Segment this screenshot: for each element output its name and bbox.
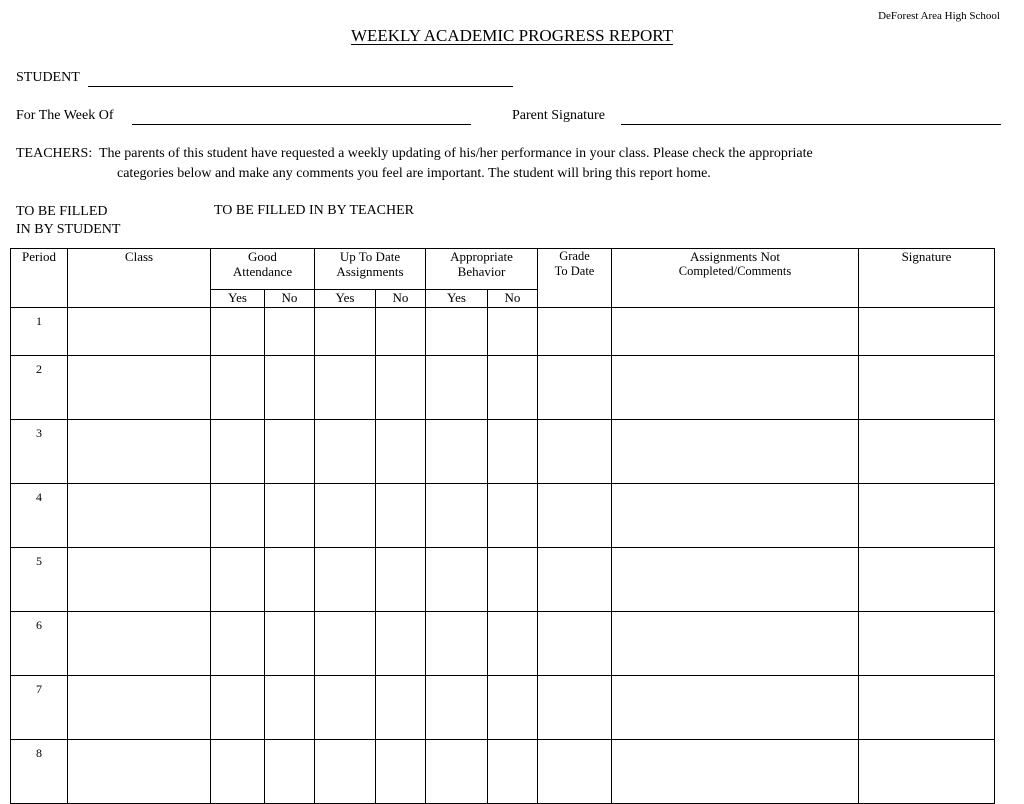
attendance-no-cell[interactable] [265, 612, 315, 676]
school-name: DeForest Area High School [878, 10, 1000, 22]
behavior-yes-cell[interactable] [426, 612, 488, 676]
attendance-no-cell[interactable] [265, 548, 315, 612]
table-header-row [11, 249, 995, 290]
signature-cell[interactable] [859, 676, 995, 740]
header-attendance-2: Attendance [232, 264, 293, 279]
student-fill-line1: TO BE FILLED [16, 204, 108, 219]
behavior-no-cell[interactable] [488, 548, 538, 612]
header-grade-1: Grade [559, 249, 590, 263]
assignments-no-cell[interactable] [376, 740, 426, 804]
assignments-no-cell[interactable] [376, 676, 426, 740]
attendance-no-cell[interactable] [265, 740, 315, 804]
behavior-no-cell[interactable] [488, 308, 538, 356]
grade-cell[interactable] [538, 420, 612, 484]
attendance-yes-label: Yes [211, 290, 265, 308]
grade-cell[interactable] [538, 612, 612, 676]
assignments-no-label: No [376, 290, 426, 308]
header-class: Class [68, 249, 211, 308]
header-assignments-2: Assignments [336, 264, 404, 279]
grade-cell[interactable] [538, 676, 612, 740]
report-title-text: WEEKLY ACADEMIC PROGRESS REPORT [350, 26, 674, 45]
attendance-yes-cell[interactable] [211, 548, 265, 612]
student-fill-section [16, 203, 176, 239]
comments-cell[interactable] [612, 420, 859, 484]
behavior-yes-cell[interactable] [426, 356, 488, 420]
attendance-yes-cell[interactable] [211, 740, 265, 804]
assignments-no-cell[interactable] [376, 484, 426, 548]
comments-cell[interactable] [612, 356, 859, 420]
behavior-yes-cell[interactable] [426, 484, 488, 548]
student-name-line[interactable] [88, 86, 513, 87]
header-attendance-1: Good [248, 249, 277, 264]
signature-cell[interactable] [859, 612, 995, 676]
behavior-no-cell[interactable] [488, 420, 538, 484]
week-label: For The Week Of [16, 108, 114, 123]
teachers-prefix: TEACHERS: [16, 146, 93, 161]
behavior-no-cell[interactable] [488, 676, 538, 740]
header-behavior-1: Appropriate [450, 249, 513, 264]
progress-table [10, 248, 995, 804]
assignments-yes-cell[interactable] [315, 612, 376, 676]
report-title [0, 26, 1024, 46]
attendance-yes-cell[interactable] [211, 484, 265, 548]
attendance-no-cell[interactable] [265, 356, 315, 420]
table-row [11, 740, 995, 804]
grade-cell[interactable] [538, 740, 612, 804]
instructions-text-1: The parents of this student have requested a weekly updating of his/her performance in your class. Please check the appropriate [98, 146, 813, 161]
header-grade [538, 249, 612, 308]
assignments-yes-cell[interactable] [315, 420, 376, 484]
table-row [11, 308, 995, 356]
header-signature: Signature [859, 249, 995, 308]
header-comments-2: Completed/Comments [678, 264, 792, 278]
signature-cell[interactable] [859, 484, 995, 548]
period-number: 5 [11, 548, 68, 612]
teacher-instructions-line1 [16, 146, 813, 162]
assignments-yes-cell[interactable] [315, 356, 376, 420]
header-grade-2: To Date [554, 264, 595, 278]
signature-cell[interactable] [859, 420, 995, 484]
attendance-yes-cell[interactable] [211, 676, 265, 740]
assignments-yes-cell[interactable] [315, 308, 376, 356]
period-number: 8 [11, 740, 68, 804]
behavior-yes-cell[interactable] [426, 740, 488, 804]
class-cell[interactable] [68, 612, 211, 676]
class-cell[interactable] [68, 548, 211, 612]
grade-cell[interactable] [538, 308, 612, 356]
table-row [11, 676, 995, 740]
comments-cell[interactable] [612, 308, 859, 356]
student-label: STUDENT [16, 70, 80, 85]
grade-cell[interactable] [538, 356, 612, 420]
class-cell[interactable] [68, 356, 211, 420]
header-assignments-1: Up To Date [339, 249, 401, 264]
header-assignments [315, 249, 426, 290]
behavior-yes-cell[interactable] [426, 548, 488, 612]
header-behavior [426, 249, 538, 290]
student-fill-line2: IN BY STUDENT [16, 222, 121, 237]
assignments-no-cell[interactable] [376, 356, 426, 420]
header-comments [612, 249, 859, 308]
assignments-yes-label: Yes [315, 290, 376, 308]
period-number: 7 [11, 676, 68, 740]
table-row [11, 548, 995, 612]
table-row [11, 484, 995, 548]
behavior-yes-cell[interactable] [426, 308, 488, 356]
class-cell[interactable] [68, 740, 211, 804]
table-row [11, 612, 995, 676]
attendance-yes-cell[interactable] [211, 420, 265, 484]
signature-cell[interactable] [859, 740, 995, 804]
behavior-no-cell[interactable] [488, 740, 538, 804]
attendance-yes-cell[interactable] [211, 308, 265, 356]
table-row [11, 356, 995, 420]
assignments-no-cell[interactable] [376, 548, 426, 612]
behavior-yes-cell[interactable] [426, 420, 488, 484]
attendance-no-cell[interactable] [265, 676, 315, 740]
comments-cell[interactable] [612, 484, 859, 548]
signature-cell[interactable] [859, 548, 995, 612]
behavior-yes-label: Yes [426, 290, 488, 308]
behavior-no-cell[interactable] [488, 356, 538, 420]
header-behavior-2: Behavior [457, 264, 506, 279]
attendance-no-cell[interactable] [265, 420, 315, 484]
header-comments-1: Assignments Not [690, 249, 780, 264]
behavior-no-label: No [488, 290, 538, 308]
behavior-no-cell[interactable] [488, 484, 538, 548]
week-of-line[interactable] [132, 124, 471, 125]
grade-cell[interactable] [538, 484, 612, 548]
attendance-no-cell[interactable] [265, 308, 315, 356]
class-cell[interactable] [68, 676, 211, 740]
assignments-yes-cell[interactable] [315, 548, 376, 612]
assignments-no-cell[interactable] [376, 308, 426, 356]
period-number: 6 [11, 612, 68, 676]
assignments-yes-cell[interactable] [315, 676, 376, 740]
period-number: 1 [11, 308, 68, 356]
comments-cell[interactable] [612, 740, 859, 804]
class-cell[interactable] [68, 484, 211, 548]
attendance-no-label: No [265, 290, 315, 308]
header-period: Period [11, 249, 68, 308]
period-number: 4 [11, 484, 68, 548]
comments-cell[interactable] [612, 548, 859, 612]
signature-cell[interactable] [859, 308, 995, 356]
period-number: 3 [11, 420, 68, 484]
assignments-yes-cell[interactable] [315, 484, 376, 548]
assignments-yes-cell[interactable] [315, 740, 376, 804]
header-attendance [211, 249, 315, 290]
table-row [11, 420, 995, 484]
parent-signature-label: Parent Signature [512, 108, 605, 123]
period-number: 2 [11, 356, 68, 420]
behavior-no-cell[interactable] [488, 612, 538, 676]
instructions-text-2: categories below and make any comments you feel are important. The student will bring this report home. [117, 166, 711, 181]
class-cell[interactable] [68, 420, 211, 484]
attendance-yes-cell[interactable] [211, 356, 265, 420]
class-cell[interactable] [68, 308, 211, 356]
attendance-no-cell[interactable] [265, 484, 315, 548]
teacher-fill-section: TO BE FILLED IN BY TEACHER [214, 203, 415, 218]
parent-signature-line[interactable] [621, 124, 1001, 125]
attendance-yes-cell[interactable] [211, 612, 265, 676]
behavior-yes-cell[interactable] [426, 676, 488, 740]
grade-cell[interactable] [538, 548, 612, 612]
comments-cell[interactable] [612, 676, 859, 740]
comments-cell[interactable] [612, 612, 859, 676]
signature-cell[interactable] [859, 356, 995, 420]
assignments-no-cell[interactable] [376, 612, 426, 676]
assignments-no-cell[interactable] [376, 420, 426, 484]
